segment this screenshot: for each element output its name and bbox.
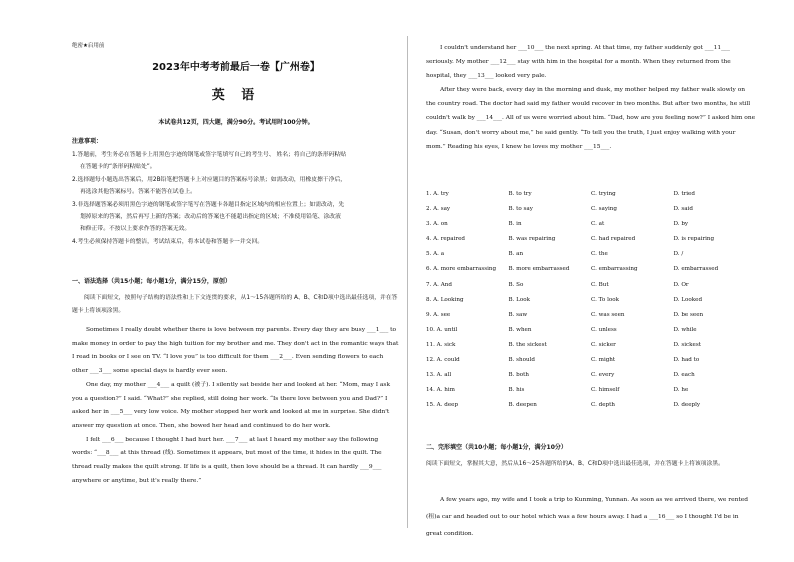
option-choice[interactable]: D. is repairing (673, 236, 715, 243)
note-line: 再选涂其他答案标号。答案不能答在试卷上。 (80, 189, 196, 196)
subject-title: 英 语 (211, 88, 261, 103)
confidential-stamp: 绝密★启用前 (72, 43, 105, 49)
option-choice[interactable]: B. when (508, 326, 532, 333)
option-choice[interactable]: B. to try (508, 191, 532, 197)
section2-instruction: 阅读下面短文，掌握其大意，然后从16～25各题所给的A、B、C和D项中选出最佳选项，并在答题卡上将该项涂黑。 (426, 461, 724, 467)
note-line: 和修正带。不按以上要求作答的答案无效。 (80, 226, 191, 233)
option-row (426, 297, 756, 312)
section2-heading: 二、完形填空（共10小题；每小题1分，满分10分） (426, 444, 567, 451)
option-choice[interactable]: D. while (673, 326, 697, 333)
note-line: 4.考生必须保持答题卡的整洁，考试结束后，将本试卷和答题卡一并交回。 (72, 238, 264, 245)
option-choice[interactable]: 9. A. see (426, 311, 451, 318)
passage-paragraph: I couldn't understand her ___10___ the next spring. At that time, my father suddenly got ___11___ seriously. My mother ___12___ stay with him in the hospital for a month. When they returned from the hospital, they ___13___ looked very pale. (426, 45, 731, 80)
option-choice[interactable]: 5. A. a (426, 251, 445, 258)
option-choice[interactable]: 13. A. all (426, 372, 452, 379)
note-line: 2.选择题每小题选出答案后，用2B铅笔把答题卡上对应题目的答案标号涂黑；如需改动，用橡皮擦干净后， (72, 176, 347, 183)
option-choice[interactable]: D. tried (673, 191, 695, 197)
option-choice[interactable]: C. sicker (591, 341, 616, 348)
option-choice[interactable]: D. be seen (673, 311, 704, 318)
passage-paragraph: A few years ago, my wife and I took a trip to Kunming, Yunnan. As soon as we arrived there, we rented (租)a car and headed out to our hotel which was a few hours away. I had a ___16___ so I thought I'd be in great condition. (426, 497, 748, 537)
option-choice[interactable]: B. should (508, 357, 535, 364)
option-choice[interactable]: C. the (591, 251, 608, 258)
option-choice[interactable]: D. embarrassed (673, 266, 719, 273)
section1-heading: 一、语法选择（共15小题；每小题1分，满分15分，原创） (72, 278, 231, 285)
note-line: 1.答题前，考生务必在答题卡上用黑色字迹的钢笔或签字笔填写自己的考生号、 姓名；将自己的条形码粘贴 (72, 152, 347, 158)
option-choice[interactable]: C. trying (591, 191, 616, 197)
note-line: 在答题卡的“条形码粘贴处”。 (80, 164, 156, 171)
column-divider (407, 36, 408, 528)
exam-title: 2023年中考考前最后一卷【广州卷】 (152, 62, 320, 73)
option-choice[interactable]: 8. A. Looking (426, 296, 464, 303)
option-choice[interactable]: D. / (673, 251, 684, 258)
option-choice[interactable]: 2. A. say (426, 206, 451, 213)
option-choice[interactable]: C. But (591, 281, 609, 288)
option-row (426, 221, 756, 236)
option-choice[interactable]: C. depth (591, 402, 615, 409)
option-choice[interactable]: D. deeply (673, 402, 701, 409)
option-choice[interactable]: C. had repaired (591, 236, 636, 243)
option-row (426, 357, 756, 372)
option-row (426, 236, 756, 251)
option-choice[interactable]: 11. A. sick (426, 341, 456, 348)
option-choice[interactable]: D. Looked (673, 296, 703, 303)
option-choice[interactable]: C. saying (591, 206, 617, 213)
passage-paragraph: After they were back, every day in the morning and dusk, my mother helped my father walk slowly on the country road. The doctor had said my father would recover in two months. But after two months, he still couldn't walk by ___14___. All of us were worried about him. “Dad, how are you feeling now?” I asked him one day. “Susan, don't worry about me,” he said gently. “To tell you the truth, I just enjoy walking with your mom.” Reading his eyes, I knew he loves my mother ___15___. (426, 87, 756, 150)
option-choice[interactable]: D. sickest (673, 341, 701, 348)
option-choice[interactable]: B. more embarrassed (508, 266, 570, 273)
option-row (426, 387, 756, 402)
section1-instruction: 阅读下面短文，按照句子结构的语法性和上下文连贯的要求，从1～15各题所给的 A、B、C和D项中选出最佳选项，并在答题卡上将该项涂黑。 (72, 295, 398, 314)
option-choice[interactable]: 10. A. until (426, 326, 458, 333)
option-choice[interactable]: 1. A. try (426, 191, 449, 197)
option-choice[interactable]: D. Or (673, 281, 689, 288)
grammar-passage-left (72, 324, 400, 488)
passage-paragraph: One day, my mother ___4___ a quilt (被子). I silently sat beside her and looked at her. “Mom, may I ask you a question?” I said. “What?” she replied, still doing her work. “Is there love between you and Dad?” I asked her in ___5___ very low voice. My mother stopped her work and looked at me in surprise. She didn't answer my question at once. Then, she bowed her head and continued to do her work. (72, 381, 391, 429)
option-row (426, 327, 756, 342)
option-choice[interactable]: D. had to (673, 357, 700, 364)
option-row (426, 266, 756, 281)
option-choice[interactable]: B. an (508, 251, 524, 258)
option-choice[interactable]: C. To look (591, 296, 619, 303)
options-table (426, 191, 756, 417)
option-choice[interactable]: C. every (591, 372, 615, 379)
option-choice[interactable]: B. to say (508, 206, 533, 213)
option-choice[interactable]: 14. A. him (426, 387, 455, 394)
option-row (426, 251, 756, 266)
option-row (426, 282, 756, 297)
option-choice[interactable]: B. the sickest (508, 341, 547, 348)
option-choice[interactable]: B. Look (508, 296, 531, 303)
option-row (426, 191, 756, 206)
note-line: 划掉原来的答案，然后再写上新的答案；改动后的答案也不能超出指定的区域；不准使用铅笔、涂改液 (80, 214, 341, 221)
option-choice[interactable]: B. deepen (508, 402, 537, 409)
option-choice[interactable]: B. his (508, 387, 525, 394)
option-choice[interactable]: B. in (508, 221, 522, 228)
notes-list (72, 149, 400, 248)
option-choice[interactable]: D. by (673, 221, 689, 228)
passage-paragraph: I felt ___6___ because I thought I had hurt her. ___7___ at last I heard my mother say the following words: “___8___ at this thread (线). Sometimes it appears, but most of the time, it hides in the quilt. The thread really makes the quilt strong. If life is a quilt, then love should be a thread. It can hardly ___9___ anywhere or anytime, but it's really there.” (72, 436, 382, 484)
option-choice[interactable]: C. might (591, 357, 616, 364)
option-choice[interactable]: C. was seen (591, 311, 625, 318)
passage-paragraph: Sometimes I really doubt whether there is love between my parents. Every day they are busy ___1___ to make money in order to pay the high tuition for my brother and me. They don't act in the romantic ways that I read in books or I see on TV. “I love you” is too difficult for them ___2___. Even sending flowers to each other ___3___ some special days is hardly ever seen. (72, 327, 399, 375)
option-row (426, 402, 756, 417)
cloze-passage (426, 492, 756, 543)
exam-meta: 本试卷共12页，四大题，满分90分。考试用时100分钟。 (158, 119, 314, 126)
grammar-passage-right (426, 41, 756, 154)
option-choice[interactable]: B. So (508, 281, 524, 288)
option-row (426, 312, 756, 327)
option-choice[interactable]: 3. A. on (426, 221, 448, 228)
option-choice[interactable]: C. unless (591, 326, 617, 333)
option-choice[interactable]: B. saw (508, 311, 528, 318)
option-choice[interactable]: C. embarrassing (591, 266, 638, 273)
option-choice[interactable]: 7. A. And (426, 281, 452, 288)
option-choice[interactable]: 6. A. more embarrassing (426, 266, 497, 273)
option-row (426, 206, 756, 221)
option-choice[interactable]: D. said (673, 206, 693, 213)
option-choice[interactable]: 15. A. deep (426, 402, 459, 409)
option-row (426, 372, 756, 387)
notes-heading: 注意事项： (72, 138, 103, 145)
option-row (426, 342, 756, 357)
option-choice[interactable]: C. himself (591, 387, 620, 394)
option-choice[interactable]: 12. A. could (426, 357, 460, 364)
option-choice[interactable]: B. was repairing (508, 236, 556, 243)
option-choice[interactable]: B. both (508, 372, 529, 379)
note-line: 3.非选择题答案必须用黑色字迹的钢笔或签字笔写在答题卡各题目指定区域内的相应位置上；如需改动，先 (72, 201, 345, 208)
option-choice[interactable]: D. each (673, 372, 695, 379)
option-choice[interactable]: 4. A. repaired (426, 236, 465, 243)
option-choice[interactable]: C. at (591, 221, 605, 228)
option-choice[interactable]: D. he (673, 387, 689, 394)
